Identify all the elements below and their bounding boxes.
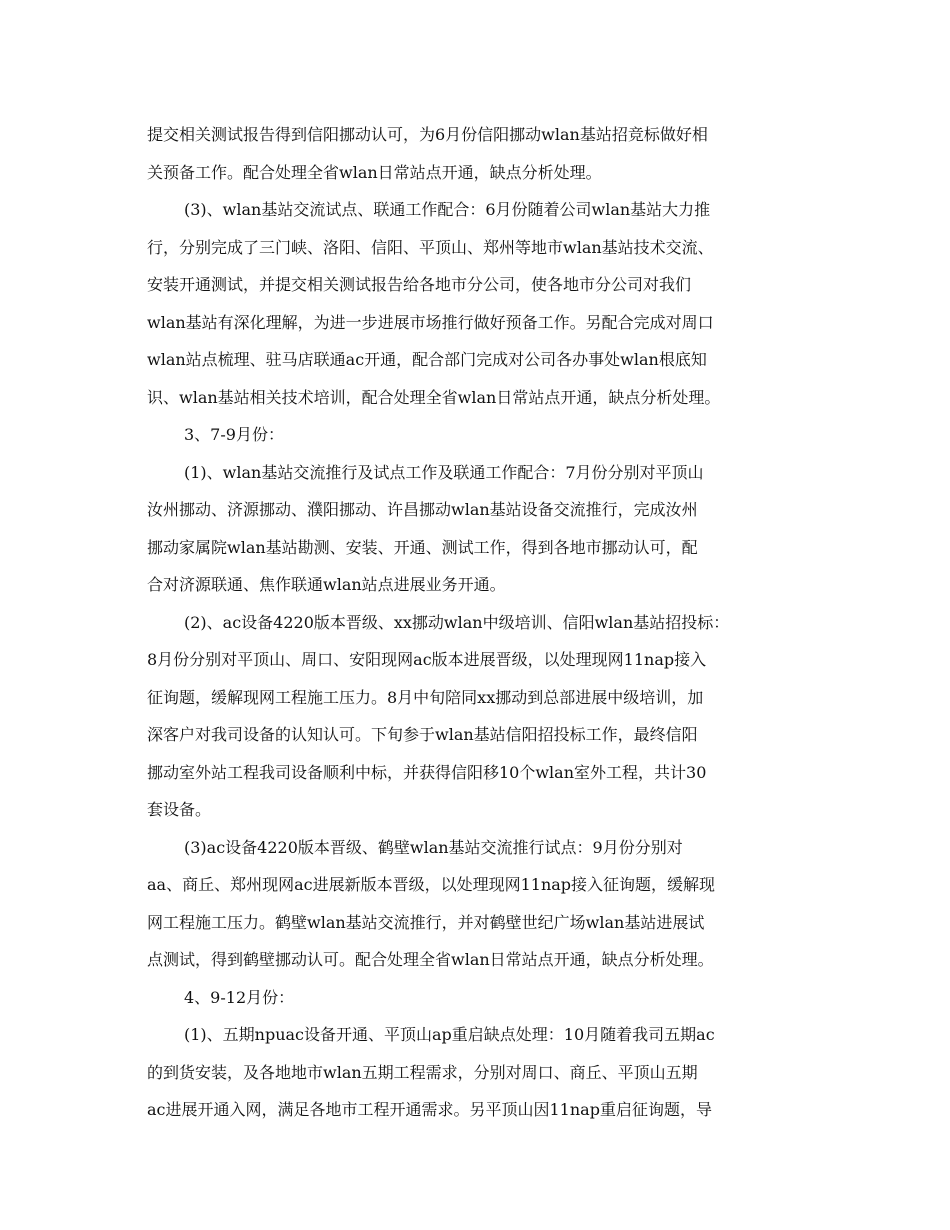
section-heading: 3、7-9月份： [184, 425, 284, 444]
text-line: 挪动家属院wlan基站勘测、安装、开通、测试工作，得到各地市挪动认可，配 [147, 537, 698, 557]
text-line: wlan站点梳理、驻马店联通ac开通，配合部门完成对公司各办事处wlan根底知 [147, 350, 707, 369]
text-line: wlan基站有深化理解，为进一步进展市场推行做好预备工作。另配合完成对周口 [147, 312, 714, 332]
text-line: 点测试，得到鹤壁挪动认可。配合处理全省wlan日常站点开通，缺点分析处理。 [147, 950, 714, 969]
text-line: 8月份分别对平顶山、周口、安阳现网ac版本进展晋级，以处理现网11nap接入 [147, 650, 707, 669]
text-line: 征询题，缓解现网工程施工压力。8月中旬陪同xx挪动到总部进展中级培训，加 [147, 687, 704, 707]
section-heading: 4、9-12月份： [184, 987, 295, 1007]
text-line: 合对济源联通、焦作联通wlan站点进展业务开通。 [147, 575, 506, 594]
text-line: 的到货安装，及各地地市wlan五期工程需求，分别对周口、商丘、平顶山五期 [147, 1062, 698, 1082]
text-line: (1)、wlan基站交流推行及试点工作及联通工作配合：7月份分别对平顶山 [184, 462, 704, 482]
text-line: 关预备工作。配合处理全省wlan日常站点开通，缺点分析处理。 [147, 162, 602, 182]
text-line: (1)、五期npuac设备开通、平顶山ap重启缺点处理：10月随着我司五期ac [184, 1025, 715, 1044]
text-line: (3)ac设备4220版本晋级、鹤壁wlan基站交流推行试点：9月份分别对 [184, 837, 683, 857]
text-line: 提交相关测试报告得到信阳挪动认可，为6月份信阳挪动wlan基站招竞标做好相 [147, 125, 708, 144]
text-line: 汝州挪动、济源挪动、濮阳挪动、许昌挪动wlan基站设备交流推行，完成汝州 [147, 500, 698, 519]
text-line: (3)、wlan基站交流试点、联通工作配合：6月份随着公司wlan基站大力推 [184, 200, 711, 219]
text-line: 行，分别完成了三门峡、洛阳、信阳、平顶山、郑州等地市wlan基站技术交流、 [147, 237, 714, 257]
text-line: 识、wlan基站相关技术培训，配合处理全省wlan日常站点开通，缺点分析处理。 [147, 387, 721, 407]
text-line: 网工程施工压力。鹤壁wlan基站交流推行，并对鹤壁世纪广场wlan基站进展试 [147, 912, 705, 932]
text-line: 挪动室外站工程我司设备顺利中标，并获得信阳移10个wlan室外工程，共计30 [147, 762, 707, 782]
text-line: 深客户对我司设备的认知认可。下旬参于wlan基站信阳招投标工作，最终信阳 [147, 725, 698, 744]
text-line: 套设备。 [147, 800, 212, 819]
text-line: 安装开通测试，并提交相关测试报告给各地市分公司，使各地市分公司对我们 [147, 275, 692, 294]
text-line: ac进展开通入网，满足各地市工程开通需求。另平顶山因11nap重启征询题，导 [147, 1100, 712, 1119]
text-line: (2)、ac设备4220版本晋级、xx挪动wlan中级培训、信阳wlan基站招投标： [184, 612, 730, 632]
document-body [147, 116, 807, 1129]
text-line: aa、商丘、郑州现网ac进展新版本晋级，以处理现网11nap接入征询题，缓解现 [147, 875, 716, 894]
